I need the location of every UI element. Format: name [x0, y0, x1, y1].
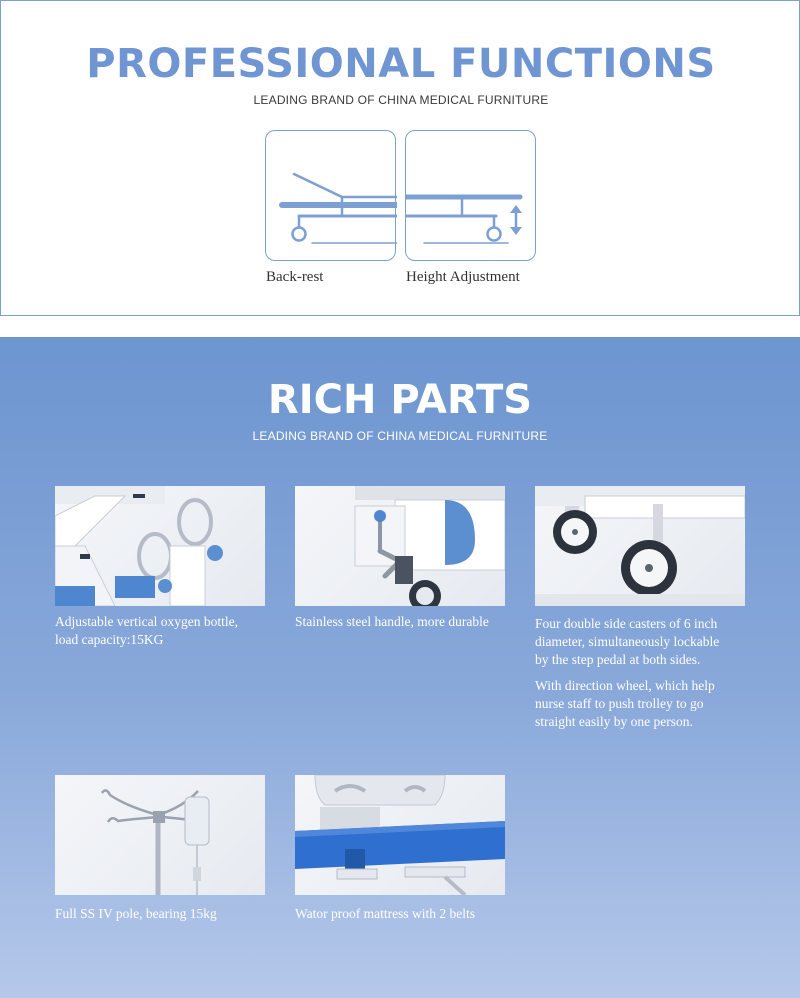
mattress-description: [295, 905, 495, 923]
part-description-text: Wator proof mattress with 2 belts: [295, 906, 476, 921]
rich-parts-title: RICH PARTS: [267, 377, 533, 423]
part-description-text: Full SS IV pole, bearing 15kg: [55, 906, 217, 921]
height-adjustment-label: Height Adjustment: [406, 269, 520, 285]
part-description-text: With direction wheel, which help nurse staff to push trolley to go straight easily by one person.: [535, 678, 715, 729]
steel-handle-image: [295, 486, 505, 606]
part-description-text: Four double side casters of 6 inch diameter, simultaneously lockable by the step pedal at both sides.: [535, 616, 720, 667]
back-rest-label: Back-rest: [266, 269, 324, 285]
part-description-text: Stainless steel handle, more durable: [295, 614, 489, 629]
mattress-image: [295, 775, 505, 895]
professional-functions-subtitle: LEADING BRAND OF CHINA MEDICAL FURNITURE: [253, 93, 549, 107]
part-description-text: Adjustable vertical oxygen bottle, load capacity:15KG: [55, 614, 238, 647]
back-rest-card: [265, 130, 396, 261]
height-adjustment-card: [405, 130, 536, 261]
oxygen-bottle-holder-image: [55, 486, 265, 606]
steel-handle-description: [295, 613, 495, 631]
rich-parts-section: [0, 337, 800, 998]
iv-pole-image: [55, 775, 265, 895]
professional-functions-title: PROFESSIONAL FUNCTIONS: [86, 41, 716, 87]
professional-functions-section: [0, 0, 800, 316]
oxygen-bottle-description: [55, 613, 255, 649]
rich-parts-subtitle: LEADING BRAND OF CHINA MEDICAL FURNITURE: [252, 429, 548, 443]
height-adjustment-icon: [406, 131, 537, 262]
iv-pole-description: [55, 905, 255, 923]
casters-image: [535, 486, 745, 606]
casters-description: [535, 615, 735, 731]
back-rest-icon: [266, 131, 397, 262]
